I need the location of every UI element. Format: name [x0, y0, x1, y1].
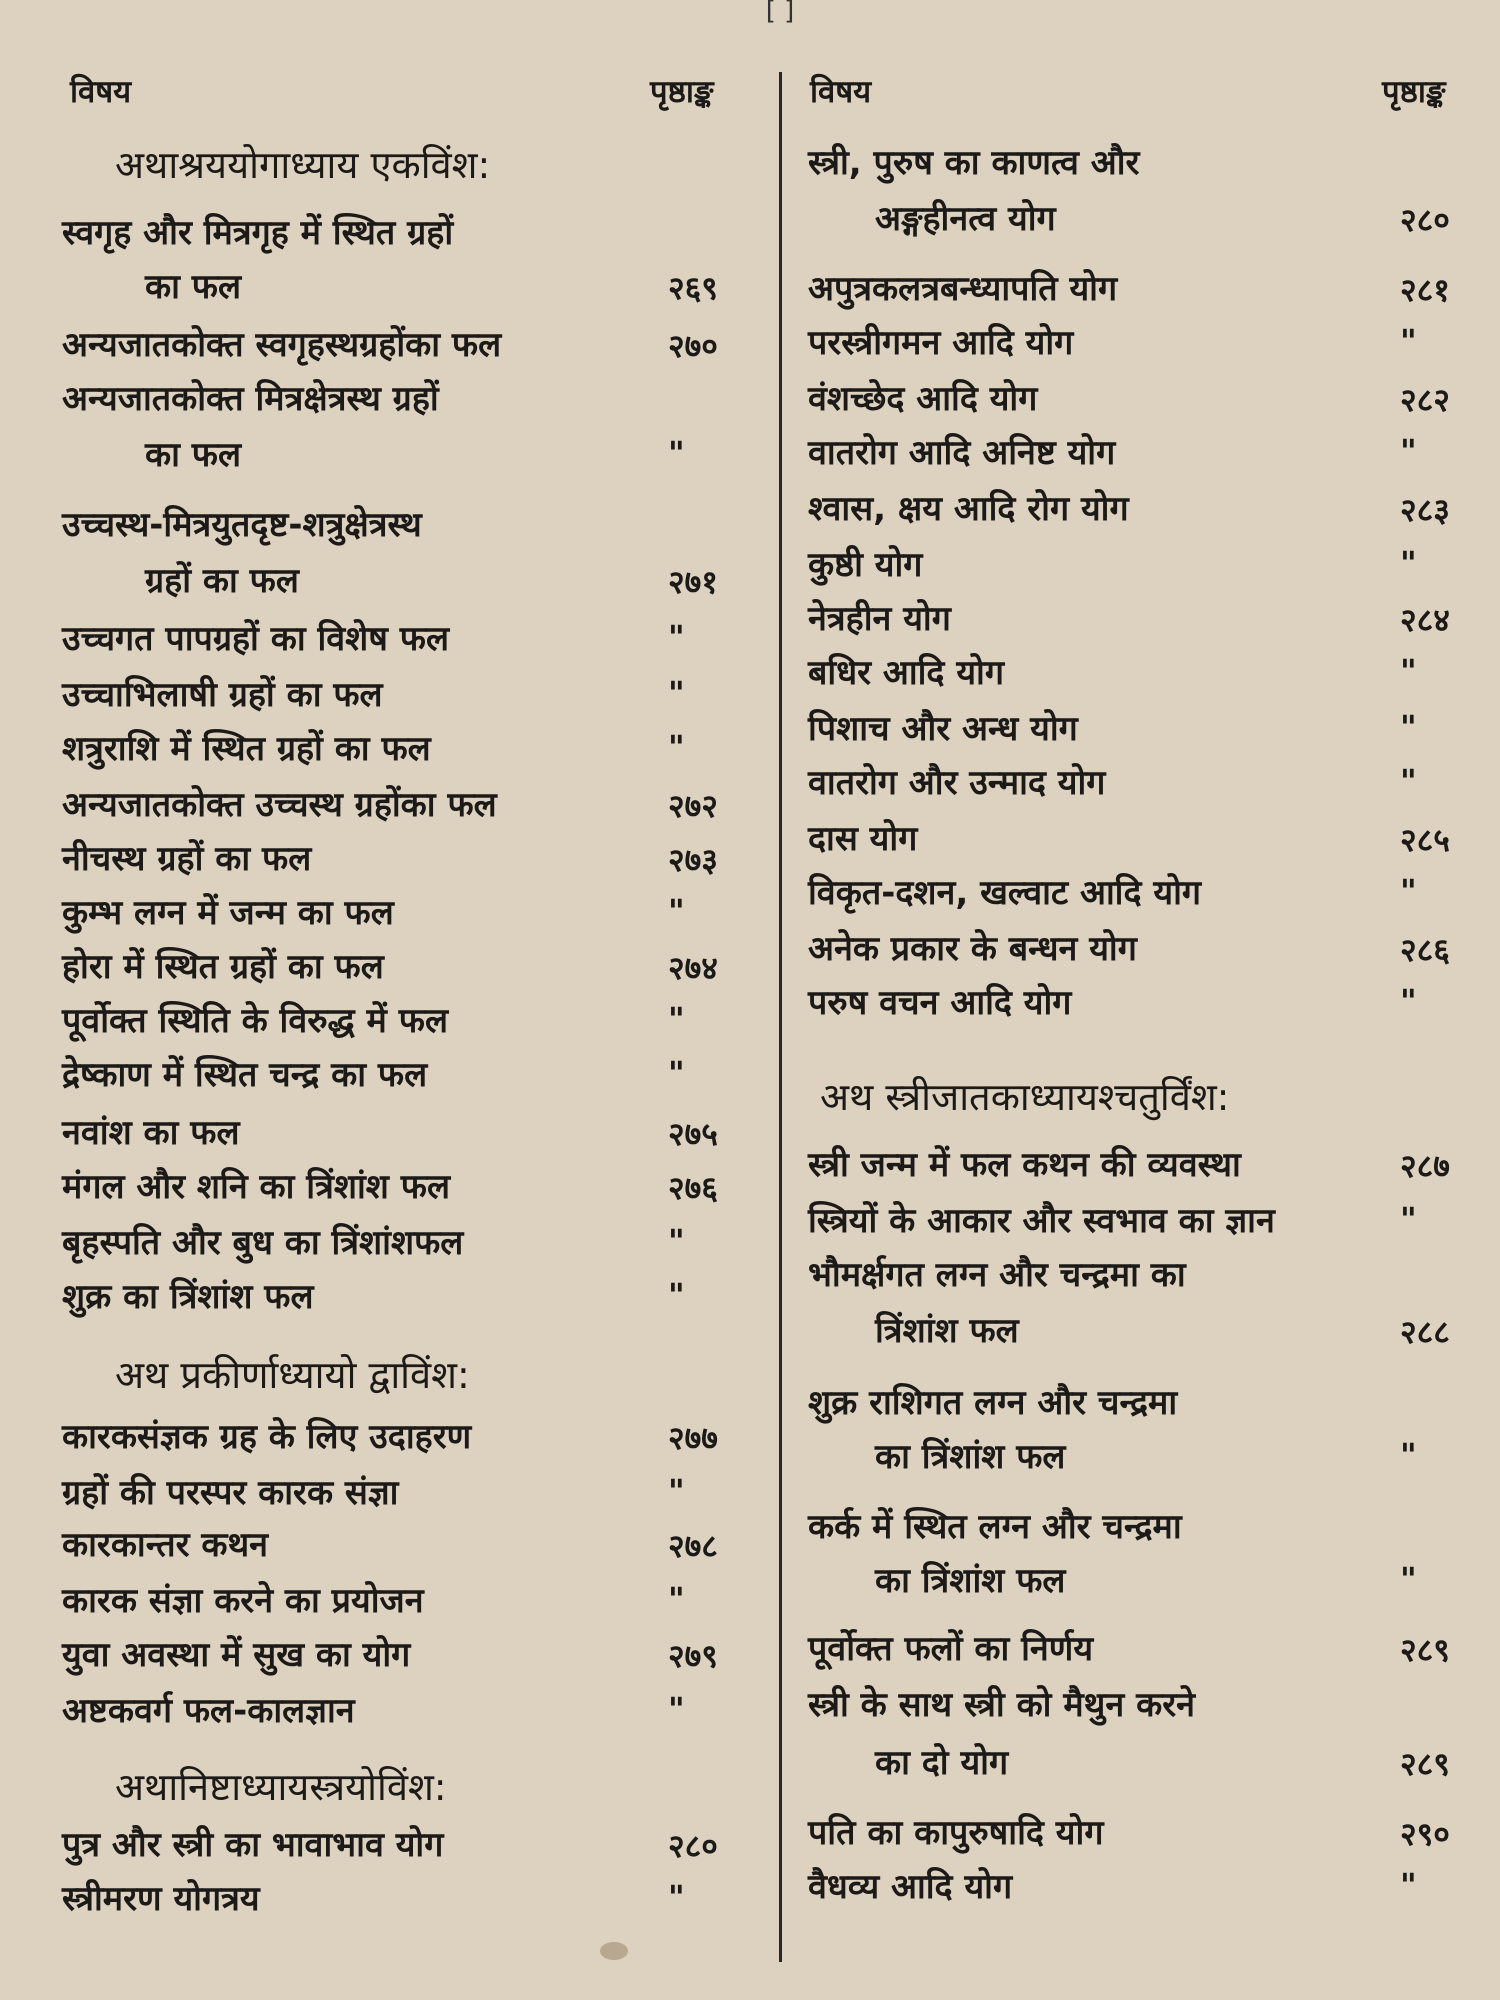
toc-entry-text: स्त्रीमरण योगत्रय — [62, 1879, 260, 1919]
toc-entry-text: त्रिंशांश फल — [875, 1311, 1019, 1351]
toc-entry-text: स्त्री, पुरुष का काणत्व और — [808, 143, 1140, 183]
toc-entry-text: कर्क में स्थित लग्न और चन्द्रमा — [808, 1507, 1182, 1547]
toc-entry-text: कारक संज्ञा करने का प्रयोजन — [62, 1581, 424, 1621]
toc-entry-page: २९० — [1400, 1815, 1450, 1853]
toc-entry-page: २८६ — [1400, 931, 1450, 969]
toc-entry-text: अन्यजातकोक्त मित्रक्षेत्रस्थ ग्रहों — [62, 379, 439, 419]
toc-entry-text: कुष्ठी योग — [808, 545, 923, 585]
toc-entry-text: नीचस्थ ग्रहों का फल — [62, 839, 312, 879]
toc-entry-text: उच्चस्थ-मित्रयुतदृष्ट-शत्रुक्षेत्रस्थ — [62, 505, 422, 545]
toc-entry-page: २७१ — [668, 563, 718, 601]
toc-entry-text: बृहस्पति और बुध का त्रिंशांशफल — [62, 1223, 464, 1263]
toc-entry-text: वैधव्य आदि योग — [808, 1867, 1013, 1907]
toc-entry-page: " — [668, 1276, 685, 1314]
toc-entry-text: का दो योग — [875, 1743, 1009, 1783]
toc-entry-text: शत्रुराशि में स्थित ग्रहों का फल — [62, 729, 431, 769]
toc-entry-text: का फल — [145, 435, 242, 475]
column-divider — [779, 72, 782, 1962]
toc-entry-text: पुत्र और स्त्री का भावाभाव योग — [62, 1825, 444, 1865]
toc-entry-page: " — [1400, 1436, 1417, 1474]
toc-entry-text: परुष वचन आदि योग — [808, 983, 1072, 1023]
toc-entry-page: " — [668, 434, 685, 472]
toc-entry-page: " — [1400, 544, 1417, 582]
toc-entry-text: अन्यजातकोक्त उच्चस्थ ग्रहोंका फल — [62, 785, 497, 825]
toc-entry-page: २७४ — [668, 949, 718, 987]
toc-entry-text: मंगल और शनि का त्रिंशांश फल — [62, 1167, 450, 1207]
toc-entry-page: २६९ — [668, 269, 718, 307]
toc-entry-page: " — [668, 728, 685, 766]
toc-entry-page: २८९ — [1400, 1631, 1450, 1669]
right-header-subject: विषय — [810, 74, 872, 110]
toc-entry-page: " — [668, 892, 685, 930]
toc-entry-page: " — [1400, 652, 1417, 690]
toc-entry-text: युवा अवस्था में सुख का योग — [62, 1635, 411, 1675]
toc-entry-page: " — [1400, 1560, 1417, 1598]
toc-entry-text: स्त्री के साथ स्त्री को मैथुन करने — [808, 1685, 1195, 1725]
toc-entry-text: उच्चाभिलाषी ग्रहों का फल — [62, 675, 383, 715]
toc-entry-page: २७० — [668, 327, 718, 365]
toc-entry-text: का त्रिंशांश फल — [875, 1437, 1066, 1477]
toc-entry-page: " — [668, 1054, 685, 1092]
toc-entry-page: २८३ — [1400, 491, 1450, 529]
toc-entry-page: २७३ — [668, 841, 718, 879]
toc-entry-text: पूर्वोक्त स्थिति के विरुद्ध में फल — [62, 1001, 448, 1041]
toc-entry-text: अङ्गहीनत्व योग — [875, 199, 1056, 239]
toc-entry-page: २८२ — [1400, 381, 1450, 419]
toc-entry-page: २८० — [1400, 201, 1450, 239]
toc-entry-text: वातरोग और उन्माद योग — [808, 763, 1106, 803]
toc-entry-page: २७९ — [668, 1637, 718, 1675]
toc-entry-text: स्वगृह और मित्रगृह में स्थित ग्रहों — [62, 213, 454, 253]
toc-entry-page: २७२ — [668, 787, 718, 825]
toc-entry-text: ग्रहों का फल — [145, 561, 299, 601]
toc-entry-text: श्वास, क्षय आदि रोग योग — [808, 489, 1129, 529]
toc-entry-text: अन्यजातकोक्त स्वगृहस्थग्रहोंका फल — [62, 325, 502, 365]
toc-entry-text: अपुत्रकलत्रबन्ध्यापति योग — [808, 269, 1118, 309]
toc-entry-text: ग्रहों की परस्पर कारक संज्ञा — [62, 1473, 399, 1513]
toc-entry-page: " — [668, 1690, 685, 1728]
left-header-page: पृष्ठाङ्क — [650, 74, 714, 110]
toc-entry-page: " — [1400, 1200, 1417, 1238]
toc-entry-page: " — [1400, 1866, 1417, 1904]
toc-entry-text: का फल — [145, 267, 242, 307]
toc-entry-text: अनेक प्रकार के बन्धन योग — [808, 929, 1137, 969]
toc-entry-page: २८९ — [1400, 1745, 1450, 1783]
toc-entry-text: विकृत-दशन, खल्वाट आदि योग — [808, 873, 1202, 913]
toc-entry-text: परस्त्रीगमन आदि योग — [808, 323, 1074, 363]
toc-entry-text: पिशाच और अन्ध योग — [808, 709, 1078, 749]
toc-entry-page: " — [1400, 708, 1417, 746]
toc-entry-page: " — [668, 1580, 685, 1618]
toc-entry-text: कुम्भ लग्न में जन्म का फल — [62, 893, 394, 933]
toc-entry-page: " — [1400, 872, 1417, 910]
toc-entry-text: दास योग — [808, 819, 918, 859]
toc-entry-page: २७६ — [668, 1169, 718, 1207]
toc-entry-page: २८७ — [1400, 1147, 1450, 1185]
toc-entry-page: " — [1400, 982, 1417, 1020]
page-number: [ ] — [765, 0, 795, 26]
toc-entry-text: नेत्रहीन योग — [808, 599, 951, 639]
section-heading: अथाश्रययोगाध्याय एकविंश: — [115, 143, 491, 187]
toc-entry-text: अष्टकवर्ग फल-कालज्ञान — [62, 1691, 355, 1731]
toc-entry-text: पूर्वोक्त फलों का निर्णय — [808, 1629, 1094, 1669]
toc-entry-page: २८० — [668, 1827, 718, 1865]
toc-entry-text: द्रेष्काण में स्थित चन्द्र का फल — [62, 1055, 428, 1095]
toc-entry-text: वंशच्छेद आदि योग — [808, 379, 1038, 419]
toc-entry-page: २८८ — [1400, 1313, 1450, 1351]
toc-entry-page: २८४ — [1400, 601, 1450, 639]
toc-entry-page: " — [668, 618, 685, 656]
toc-entry-page: " — [1400, 322, 1417, 360]
toc-entry-text: कारकान्तर कथन — [62, 1525, 269, 1565]
toc-entry-text: उच्चगत पापग्रहों का विशेष फल — [62, 619, 450, 659]
toc-entry-page: २७८ — [668, 1527, 718, 1565]
toc-entry-page: २८१ — [1400, 271, 1450, 309]
toc-entry-text: स्त्रियों के आकार और स्वभाव का ज्ञान — [808, 1201, 1275, 1241]
toc-entry-text: भौमर्क्षगत लग्न और चन्द्रमा का — [808, 1255, 1186, 1295]
toc-entry-page: " — [668, 1472, 685, 1510]
toc-entry-text: कारकसंज्ञक ग्रह के लिए उदाहरण — [62, 1417, 472, 1457]
toc-entry-text: पति का कापुरुषादि योग — [808, 1813, 1104, 1853]
section-heading: अथानिष्टाध्यायस्त्रयोविंश: — [115, 1765, 447, 1809]
toc-entry-page: " — [668, 1000, 685, 1038]
section-heading: अथ स्त्रीजातकाध्यायश्चतुर्विंश: — [820, 1075, 1230, 1119]
toc-entry-page: " — [668, 674, 685, 712]
toc-entry-text: होरा में स्थित ग्रहों का फल — [62, 947, 384, 987]
toc-entry-text: शुक्र राशिगत लग्न और चन्द्रमा — [808, 1383, 1178, 1423]
toc-entry-text: नवांश का फल — [62, 1113, 240, 1153]
toc-entry-text: स्त्री जन्म में फल कथन की व्यवस्था — [808, 1145, 1241, 1185]
left-header-subject: विषय — [70, 74, 132, 110]
toc-entry-text: का त्रिंशांश फल — [875, 1561, 1066, 1601]
toc-entry-page: २७७ — [668, 1419, 718, 1457]
toc-entry-page: २७५ — [668, 1115, 718, 1153]
toc-entry-page: " — [1400, 432, 1417, 470]
toc-entry-text: बधिर आदि योग — [808, 653, 1004, 693]
toc-entry-page: " — [1400, 762, 1417, 800]
toc-entry-page: " — [668, 1878, 685, 1916]
toc-entry-page: २८५ — [1400, 821, 1450, 859]
toc-entry-page: " — [668, 1222, 685, 1260]
right-header-page: पृष्ठाङ्क — [1382, 74, 1446, 110]
toc-entry-text: शुक्र का त्रिंशांश फल — [62, 1277, 314, 1317]
paper-mark — [600, 1942, 628, 1960]
toc-entry-text: वातरोग आदि अनिष्ट योग — [808, 433, 1116, 473]
section-heading: अथ प्रकीर्णाध्यायो द्वाविंश: — [115, 1353, 470, 1397]
